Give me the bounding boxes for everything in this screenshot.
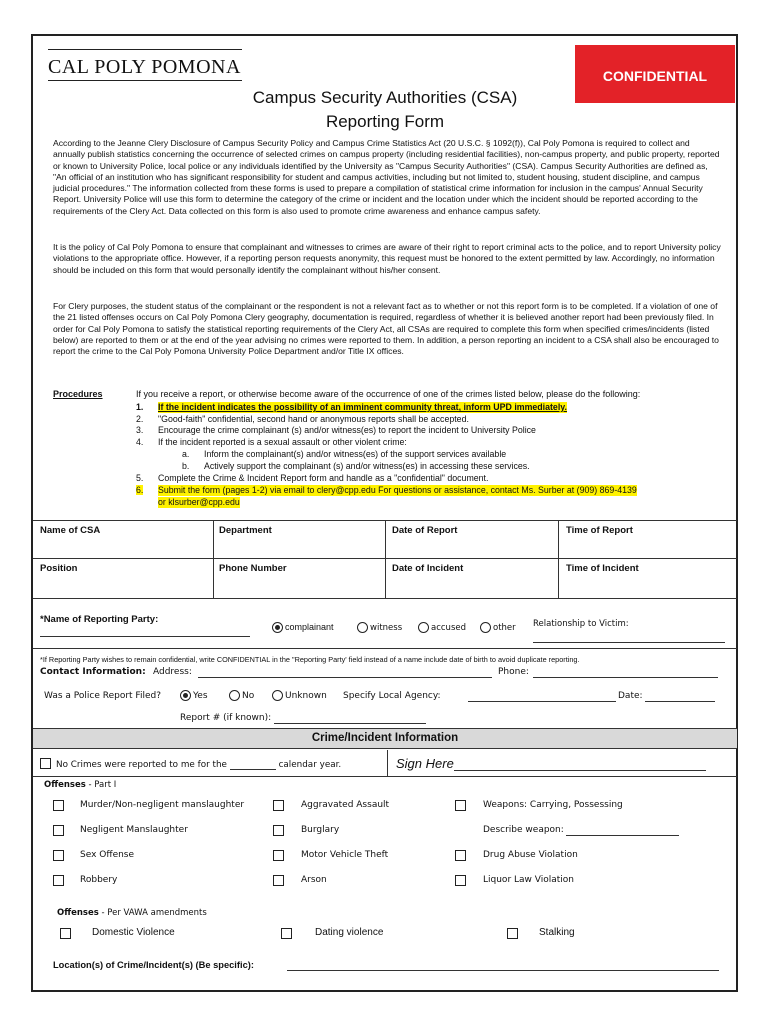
year-input[interactable] <box>230 769 276 770</box>
grid-line <box>33 598 737 599</box>
describe-weapon-label: Describe weapon: <box>483 825 564 835</box>
local-agency-label: Specify Local Agency: <box>343 691 441 701</box>
step-3: Encourage the crime complainant (s) and/or witness(es) to report the incident to University Police <box>158 425 536 435</box>
grid-line <box>33 776 737 777</box>
offense-negligent-manslaughter: Negligent Manslaughter <box>80 825 188 835</box>
grid-line <box>33 648 737 649</box>
report-number-label: Report # (if known): <box>180 713 272 723</box>
date-of-incident-field[interactable]: Date of Incident <box>392 563 464 574</box>
radio-other[interactable]: other <box>480 622 516 633</box>
phone-input[interactable] <box>533 677 718 678</box>
logo: CAL POLY POMONA <box>48 56 241 78</box>
time-of-report-field[interactable]: Time of Report <box>566 525 633 536</box>
report-number-input[interactable] <box>274 723 426 724</box>
logo-rule-bottom <box>48 80 242 81</box>
radio-complainant[interactable]: complainant <box>272 622 334 633</box>
step-6-cont: or klsurber@cpp.edu <box>158 497 240 507</box>
intro-paragraph-1: According to the Jeanne Clery Disclosure of Campus Security Policy and Campus Crime Statistics Act (20 U.S.C. § 1092(f)), Cal Poly Pomona is required to collect and annually publish statistics concerning the occurrence of selected crimes on campus property (including residential facilities), non-campus property, and public property, reported or known to University Police, local police or any individuals identified by the University as "Campus Security Authorities" (CSA). Campus Security Authorities are defined as, "An official of an institution who has significant responsibility for student and campus activities, including but not limited to, student housing, student discipline, and campus judicial procedures." The information collected from these forms is used to prepare a compilation of statistical crime information for inclusion in the campus' Annual Security Report. University Police will use this form to determine the category of the crime or incident and the location under which the incident should be reported according to the requirements of the Clery Act. Data collected on this form is also used to promote crime awareness and enhance campus safety. <box>53 138 720 216</box>
offense-checkbox[interactable] <box>53 800 64 811</box>
describe-weapon-input[interactable] <box>566 835 679 836</box>
radio-police-no[interactable]: No <box>229 690 254 701</box>
offense-checkbox[interactable] <box>455 800 466 811</box>
location-input[interactable] <box>287 970 719 971</box>
step-4b-number: b. <box>182 461 190 471</box>
relationship-label: Relationship to Victim: <box>533 619 629 629</box>
step-6: Submit the form (pages 1-2) via email to clery@cpp.edu For questions or assistance, contact Ms. Surber at (909) 869-4139 <box>158 485 637 495</box>
intro-paragraph-2: It is the policy of Cal Poly Pomona to ensure that complainant and witnesses to crimes are aware of their right to report criminal acts to the police, and to report University policy violations to the appropriate office. However, if a reporting person requests anonymity, this request must be honored to the extent permitted by law. Accordingly, no information should be included on this form that would personally identify the complainant without his/her consent. <box>53 242 721 275</box>
sign-here-label: Sign Here <box>396 756 706 771</box>
offense-drug-abuse: Drug Abuse Violation <box>483 850 578 860</box>
name-of-csa-field[interactable]: Name of CSA <box>40 525 101 536</box>
reporting-party-label: *Name of Reporting Party: <box>40 614 159 625</box>
date-of-report-field[interactable]: Date of Report <box>392 525 458 536</box>
vawa-checkbox[interactable] <box>281 928 292 939</box>
grid-line <box>387 750 388 776</box>
date-input[interactable] <box>645 701 715 702</box>
page-subtitle: Reporting Form <box>325 112 445 131</box>
step-number: 6. <box>136 485 144 495</box>
offense-checkbox[interactable] <box>273 850 284 861</box>
phone-label: Phone: <box>498 667 529 677</box>
step-number: 3. <box>136 425 144 435</box>
step-4a: Inform the complainant(s) and/or witness(es) of the support services available <box>204 449 507 459</box>
offense-checkbox[interactable] <box>53 875 64 886</box>
logo-rule-top <box>48 49 242 50</box>
procedures-intro: If you receive a report, or otherwise become aware of the occurrence of one of the crimes listed below, please do the following: <box>136 389 641 399</box>
offense-checkbox[interactable] <box>53 825 64 836</box>
crime-section-header: Crime/Incident Information <box>33 728 737 749</box>
offense-murder: Murder/Non-negligent manslaughter <box>80 800 245 810</box>
location-label: Location(s) of Crime/Incident(s) (Be specific): <box>53 960 254 970</box>
step-4: If the incident reported is a sexual assault or other violent crime: <box>158 437 407 447</box>
offense-burglary: Burglary <box>301 825 340 835</box>
offense-checkbox[interactable] <box>273 875 284 886</box>
step-2: "Good-faith" confidential, second hand or anonymous reports shall be accepted. <box>158 414 469 424</box>
offense-motor-vehicle-theft: Motor Vehicle Theft <box>301 850 389 860</box>
relationship-input[interactable] <box>533 642 725 643</box>
vawa-checkbox[interactable] <box>60 928 71 939</box>
local-agency-input[interactable] <box>468 701 616 702</box>
phone-number-field[interactable]: Phone Number <box>219 563 287 574</box>
offense-weapons: Weapons: Carrying, Possessing <box>483 800 623 810</box>
radio-police-unknown[interactable]: Unknown <box>272 690 327 701</box>
offense-checkbox[interactable] <box>455 850 466 861</box>
intro-paragraph-3: For Clery purposes, the student status of the complainant or the respondent is not a relevant fact as to whether or not this report form is to be completed. If a violation of one of the 21 listed offenses occurs on Cal Poly Pomona Clery geography, documentation is required, regardless of whether it is believed another report had been previously filed. In order for Cal Poly Pomona to satisfy the statistical reporting requirements of the Clery Act, all CSAs are required to complete this form when specified crimes/incidents (listed below) are reported to them or at the end of the year advising no crimes were reported to them. In addition, a person reporting an incident to a CSA shall also be encouraged to report the crime to the Cal Poly Pomona University Police Department and/or Title IX offices. <box>53 301 719 357</box>
offenses-part1-label: Offenses - Part I <box>44 780 117 790</box>
offense-checkbox[interactable] <box>273 800 284 811</box>
step-number: 5. <box>136 473 144 483</box>
offense-arson: Arson <box>301 875 327 885</box>
offenses-vawa-label: Offenses - Per VAWA amendments <box>57 908 207 918</box>
offense-sex-offense: Sex Offense <box>80 850 135 860</box>
confidential-note: *If Reporting Party wishes to remain confidential, write CONFIDENTIAL in the "Reporting Party' field instead of a name include date of birth to avoid duplicate reporting. <box>40 655 580 664</box>
time-of-incident-field[interactable]: Time of Incident <box>566 563 639 574</box>
confidential-badge: CONFIDENTIAL <box>575 45 735 103</box>
offense-stalking: Stalking <box>539 927 575 938</box>
step-4a-number: a. <box>182 449 190 459</box>
address-label: Address: <box>153 667 192 677</box>
offense-aggravated-assault: Aggravated Assault <box>301 800 390 810</box>
offense-dating-violence: Dating violence <box>315 927 384 938</box>
step-number: 1. <box>136 402 144 412</box>
grid-line <box>213 520 214 598</box>
no-crimes-checkbox[interactable] <box>40 758 51 769</box>
step-number: 4. <box>136 437 144 447</box>
step-number: 2. <box>136 414 144 424</box>
position-field[interactable]: Position <box>40 563 78 574</box>
step-4b: Actively support the complainant (s) and/or witness(es) in accessing these services. <box>204 461 530 471</box>
offense-checkbox[interactable] <box>273 825 284 836</box>
address-input[interactable] <box>198 677 492 678</box>
date-label: Date: <box>618 691 643 701</box>
radio-witness[interactable]: witness <box>357 622 402 633</box>
offense-checkbox[interactable] <box>455 875 466 886</box>
offense-checkbox[interactable] <box>53 850 64 861</box>
step-5: Complete the Crime & Incident Report form and handle as a "confidential" document. <box>158 473 489 483</box>
radio-accused[interactable]: accused <box>418 622 466 633</box>
radio-police-yes[interactable]: Yes <box>180 690 208 701</box>
offense-liquor-law: Liquor Law Violation <box>483 875 574 885</box>
offense-robbery: Robbery <box>80 875 118 885</box>
grid-line <box>385 520 386 598</box>
contact-info-label: Contact Information: <box>40 667 146 677</box>
page-title: Campus Security Authorities (CSA) <box>252 88 518 107</box>
step-1: If the incident indicates the possibility of an imminent community threat, inform UPD immediately. <box>158 402 567 412</box>
police-report-question: Was a Police Report Filed? <box>44 691 161 701</box>
department-field[interactable]: Department <box>219 525 272 536</box>
offense-domestic-violence: Domestic Violence <box>92 927 175 938</box>
no-crimes-text: No Crimes were reported to me for the calendar year. <box>56 760 342 770</box>
procedures-label: Procedures <box>53 389 103 399</box>
vawa-checkbox[interactable] <box>507 928 518 939</box>
reporting-party-input[interactable] <box>40 636 250 637</box>
grid-line <box>558 520 559 598</box>
